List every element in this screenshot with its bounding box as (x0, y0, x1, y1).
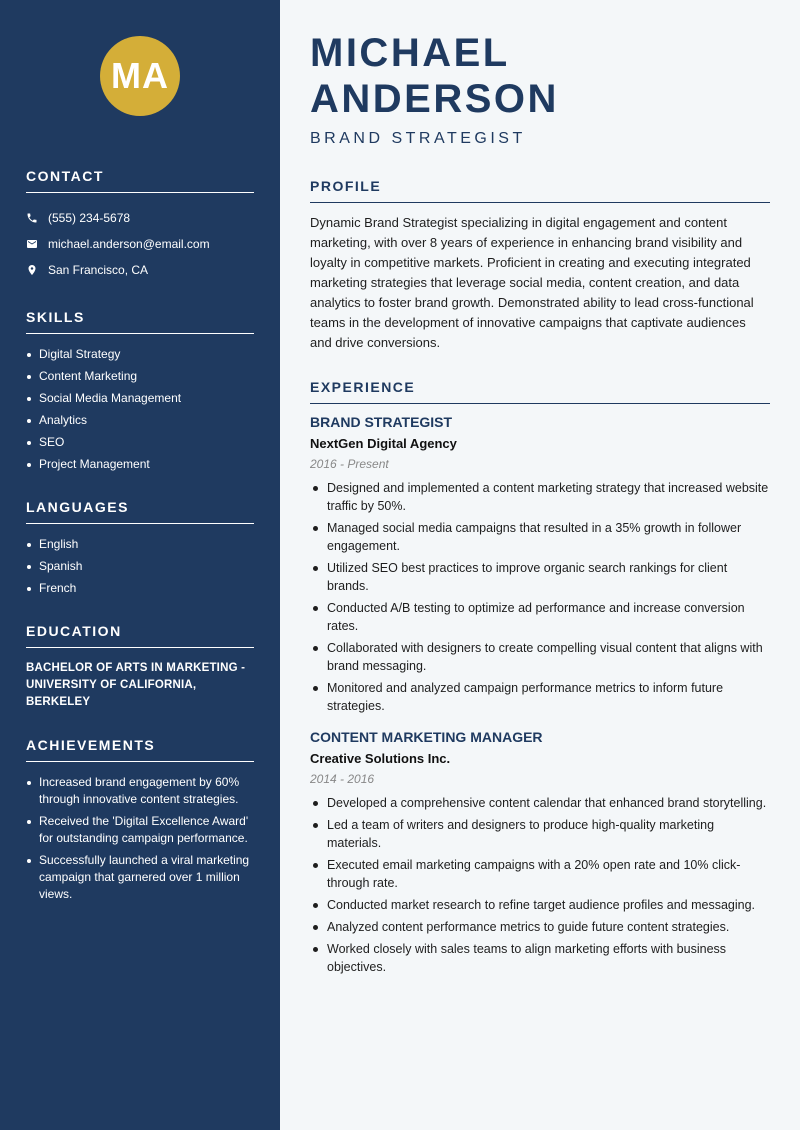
skills-heading: SKILLS (26, 309, 254, 334)
contact-heading: CONTACT (26, 168, 254, 193)
experience-heading: EXPERIENCE (310, 379, 770, 404)
job-company: NextGen Digital Agency (310, 436, 457, 451)
achievements-list (26, 774, 254, 903)
language-item: Spanish (26, 558, 254, 575)
achievement-item: Increased brand engagement by 60% through innovative content strategies. (26, 774, 254, 808)
avatar: MA (100, 36, 180, 116)
sidebar (0, 0, 280, 1130)
contact-location-text: San Francisco, CA (48, 263, 149, 277)
contact-phone (26, 205, 254, 231)
achievements-heading: ACHIEVEMENTS (26, 737, 254, 762)
contact-phone-text: (555) 234-5678 (48, 211, 131, 225)
job-title: BRAND STRATEGIST (310, 414, 453, 430)
job-entry (310, 414, 770, 715)
job-bullet: Analyzed content performance metrics to guide future content strategies. (310, 918, 770, 936)
job-company: Creative Solutions Inc. (310, 751, 451, 766)
achievement-item: Received the 'Digital Excellence Award' for outstanding campaign performance. (26, 813, 254, 847)
job-bullet: Executed email marketing campaigns with a 20% open rate and 10% click-through rate. (310, 856, 770, 892)
job-bullet: Utilized SEO best practices to improve organic search rankings for client brands. (310, 559, 770, 595)
skill-item: Analytics (26, 412, 254, 429)
contact-location (26, 257, 254, 283)
contact-email-text: michael.anderson@email.com (48, 237, 210, 251)
job-title: CONTENT MARKETING MANAGER (310, 729, 543, 745)
language-item: French (26, 580, 254, 597)
job-bullet: Conducted market research to refine target audience profiles and messaging. (310, 896, 770, 914)
job-bullet: Worked closely with sales teams to align marketing efforts with business objectives. (310, 940, 770, 976)
achievements-section (26, 737, 254, 903)
job-bullet: Conducted A/B testing to optimize ad performance and increase conversion rates. (310, 599, 770, 635)
skills-section (26, 309, 254, 473)
profile-text: Dynamic Brand Strategist specializing in digital engagement and content marketing, with over 8 years of experience in enhancing brand visibility and loyalty in competitive markets. Proficient in creating and executing integrated marketing strategies that leverage social media, content creation, and data analytics to foster brand growth. Demonstrated ability to lead cross-functional teams in the development of innovative campaigns that captivate audiences and drive conversions. (310, 215, 754, 350)
skill-item: Project Management (26, 456, 254, 473)
job-bullet: Monitored and analyzed campaign performance metrics to inform future strategies. (310, 679, 770, 715)
job-bullet: Collaborated with designers to create compelling visual content that aligns with brand messaging. (310, 639, 770, 675)
job-bullet: Designed and implemented a content marketing strategy that increased website traffic by 50%. (310, 479, 770, 515)
phone-icon (26, 212, 38, 224)
candidate-name: MICHAEL ANDERSON (310, 31, 559, 121)
job-dates: 2016 - Present (310, 457, 389, 471)
education-section (26, 623, 254, 711)
achievement-item: Successfully launched a viral marketing campaign that garnered over 1 million views. (26, 852, 254, 903)
job-bullets (310, 479, 770, 715)
skill-item: Social Media Management (26, 390, 254, 407)
job-bullet: Developed a comprehensive content calendar that enhanced brand storytelling. (310, 794, 770, 812)
job-bullets (310, 794, 770, 976)
contact-email (26, 231, 254, 257)
profile-section (310, 178, 770, 353)
languages-heading: LANGUAGES (26, 499, 254, 524)
skill-item: Content Marketing (26, 368, 254, 385)
languages-list (26, 536, 254, 597)
candidate-role: BRAND STRATEGIST (310, 130, 526, 147)
job-entry (310, 729, 770, 976)
profile-heading: PROFILE (310, 178, 770, 203)
skills-list (26, 346, 254, 473)
education-heading: EDUCATION (26, 623, 254, 648)
email-icon (26, 238, 38, 250)
job-bullet: Managed social media campaigns that resulted in a 35% growth in follower engagement. (310, 519, 770, 555)
contact-section (26, 168, 254, 283)
skill-item: SEO (26, 434, 254, 451)
job-dates: 2014 - 2016 (310, 772, 375, 786)
main-content (280, 0, 800, 1130)
languages-section (26, 499, 254, 597)
education-degree: BACHELOR OF ARTS IN MARKETING - UNIVERSITY OF CALIFORNIA, BERKELEY (26, 662, 246, 708)
location-pin-icon (26, 264, 38, 276)
experience-section (310, 379, 770, 976)
job-bullet: Led a team of writers and designers to produce high-quality marketing materials. (310, 816, 770, 852)
skill-item: Digital Strategy (26, 346, 254, 363)
language-item: English (26, 536, 254, 553)
